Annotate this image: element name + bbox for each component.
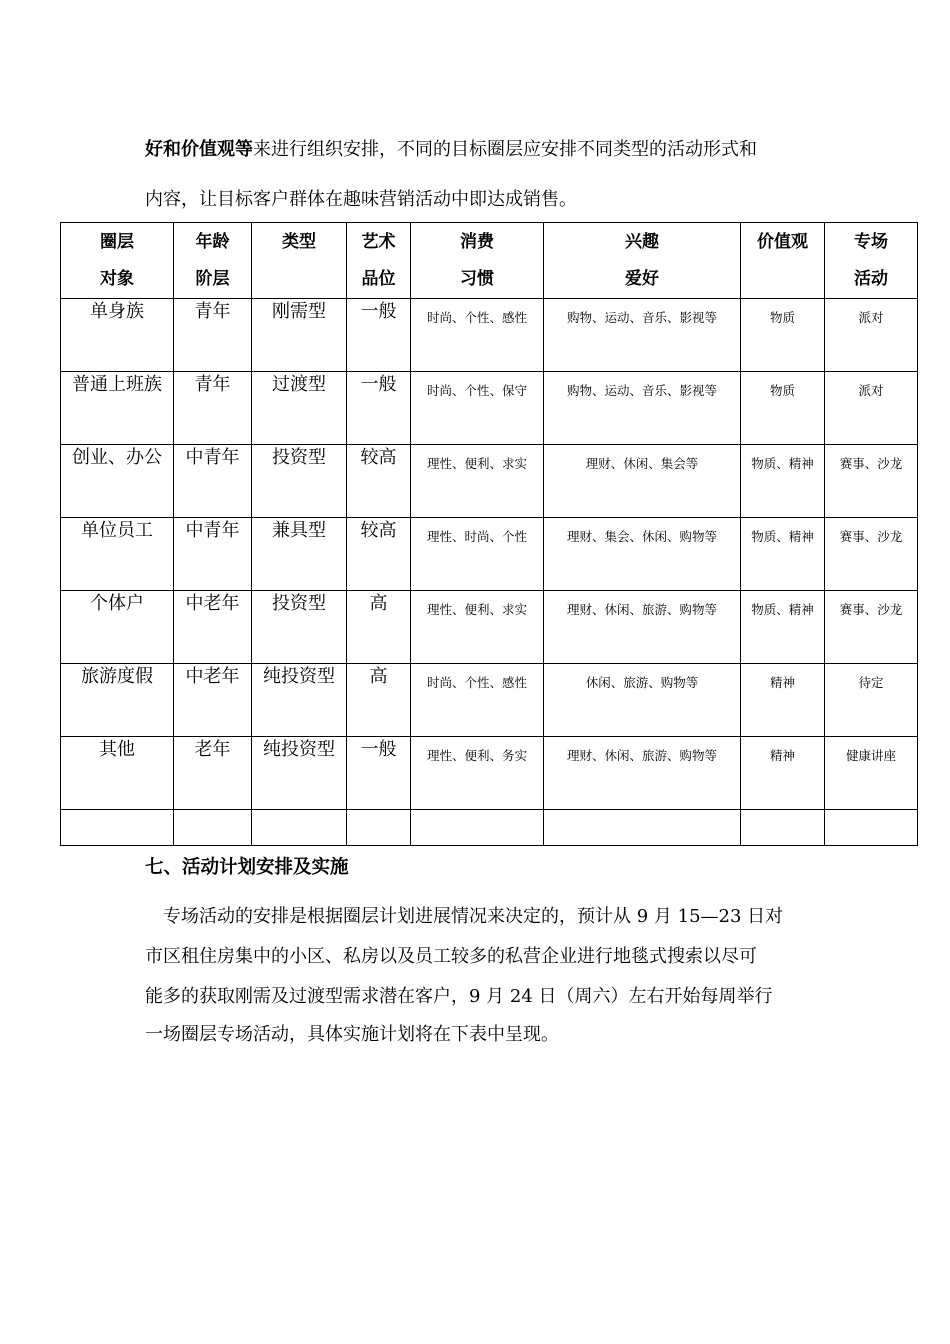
empty-cell — [174, 810, 252, 846]
empty-cell — [741, 810, 825, 846]
section-title: 七、活动计划安排及实施 — [145, 857, 349, 878]
cell-value: 精神 — [741, 737, 825, 810]
empty-cell — [252, 810, 347, 846]
cell-interest: 理财、休闲、集会等 — [544, 445, 741, 518]
header-cell: 价值观 — [741, 223, 825, 299]
cell-habit: 理性、便利、求实 — [411, 591, 544, 664]
empty-cell — [347, 810, 411, 846]
cell-type: 兼具型 — [252, 518, 347, 591]
cell-segment: 个体户 — [61, 591, 174, 664]
cell-type: 纯投资型 — [252, 664, 347, 737]
intro-line-2: 内容，让目标客户群体在趣味营销活动中即达成销售。 — [145, 189, 577, 210]
cell-interest: 购物、运动、音乐、影视等 — [544, 299, 741, 372]
table-row — [61, 518, 918, 591]
intro-line-1 — [145, 138, 757, 162]
intro-rest-text: 来进行组织安排，不同的目标圈层应安排不同类型的活动形式和 — [253, 139, 757, 160]
header-cell: 类型 — [252, 223, 347, 299]
cell-age: 青年 — [174, 372, 252, 445]
cell-taste: 一般 — [347, 299, 411, 372]
cell-interest: 购物、运动、音乐、影视等 — [544, 372, 741, 445]
cell-value: 物质 — [741, 299, 825, 372]
cell-habit: 时尚、个性、保守 — [411, 372, 544, 445]
cell-event: 赛事、沙龙 — [825, 518, 918, 591]
cell-habit: 时尚、个性、感性 — [411, 299, 544, 372]
table-row — [61, 299, 918, 372]
cell-taste: 较高 — [347, 445, 411, 518]
table-row — [61, 445, 918, 518]
empty-cell — [411, 810, 544, 846]
header-cell: 圈层 对象 — [61, 223, 174, 299]
cell-value: 物质、精神 — [741, 591, 825, 664]
cell-event: 赛事、沙龙 — [825, 445, 918, 518]
cell-taste: 一般 — [347, 737, 411, 810]
cell-taste: 较高 — [347, 518, 411, 591]
cell-segment: 单位员工 — [61, 518, 174, 591]
cell-type: 纯投资型 — [252, 737, 347, 810]
table-row — [61, 664, 918, 737]
cell-event: 待定 — [825, 664, 918, 737]
paragraph-line: 市区租住房集中的小区、私房以及员工较多的私营企业进行地毯式搜索以尽可 — [145, 946, 757, 967]
table-row — [61, 372, 918, 445]
cell-habit: 理性、时尚、个性 — [411, 518, 544, 591]
cell-value: 精神 — [741, 664, 825, 737]
cell-type: 投资型 — [252, 591, 347, 664]
intro-bold-text: 好和价值观等 — [145, 139, 253, 160]
paragraph-line: 能多的获取刚需及过渡型需求潜在客户，9 月 24 日（周六）左右开始每周举行 — [145, 986, 773, 1007]
cell-habit: 理性、便利、求实 — [411, 445, 544, 518]
paragraph-line: 专场活动的安排是根据圈层计划进展情况来决定的，预计从 9 月 15—23 日对 — [163, 906, 784, 927]
cell-type: 刚需型 — [252, 299, 347, 372]
header-cell: 艺术 品位 — [347, 223, 411, 299]
empty-cell — [544, 810, 741, 846]
cell-taste: 一般 — [347, 372, 411, 445]
cell-habit: 理性、便利、务实 — [411, 737, 544, 810]
cell-age: 老年 — [174, 737, 252, 810]
header-cell: 兴趣 爱好 — [544, 223, 741, 299]
cell-age: 中青年 — [174, 445, 252, 518]
cell-value: 物质、精神 — [741, 518, 825, 591]
cell-age: 青年 — [174, 299, 252, 372]
table-row — [61, 737, 918, 810]
cell-taste: 高 — [347, 664, 411, 737]
header-cell: 专场 活动 — [825, 223, 918, 299]
cell-type: 投资型 — [252, 445, 347, 518]
cell-taste: 高 — [347, 591, 411, 664]
cell-event: 赛事、沙龙 — [825, 591, 918, 664]
header-cell: 年龄 阶层 — [174, 223, 252, 299]
cell-segment: 普通上班族 — [61, 372, 174, 445]
cell-habit: 时尚、个性、感性 — [411, 664, 544, 737]
cell-interest: 休闲、旅游、购物等 — [544, 664, 741, 737]
cell-value: 物质 — [741, 372, 825, 445]
cell-interest: 理财、集会、休闲、购物等 — [544, 518, 741, 591]
table-header-row — [61, 223, 918, 299]
table-row-empty — [61, 810, 918, 846]
cell-age: 中青年 — [174, 518, 252, 591]
cell-segment: 其他 — [61, 737, 174, 810]
cell-segment: 单身族 — [61, 299, 174, 372]
cell-segment: 创业、办公 — [61, 445, 174, 518]
cell-interest: 理财、休闲、旅游、购物等 — [544, 591, 741, 664]
empty-cell — [825, 810, 918, 846]
cell-event: 派对 — [825, 299, 918, 372]
empty-cell — [61, 810, 174, 846]
cell-segment: 旅游度假 — [61, 664, 174, 737]
cell-age: 中老年 — [174, 664, 252, 737]
table-row — [61, 591, 918, 664]
cell-interest: 理财、休闲、旅游、购物等 — [544, 737, 741, 810]
cell-value: 物质、精神 — [741, 445, 825, 518]
cell-event: 派对 — [825, 372, 918, 445]
cell-event: 健康讲座 — [825, 737, 918, 810]
header-cell: 消费 习惯 — [411, 223, 544, 299]
paragraph-line: 一场圈层专场活动，具体实施计划将在下表中呈现。 — [145, 1024, 559, 1045]
cell-age: 中老年 — [174, 591, 252, 664]
cell-type: 过渡型 — [252, 372, 347, 445]
segment-table — [60, 222, 918, 846]
